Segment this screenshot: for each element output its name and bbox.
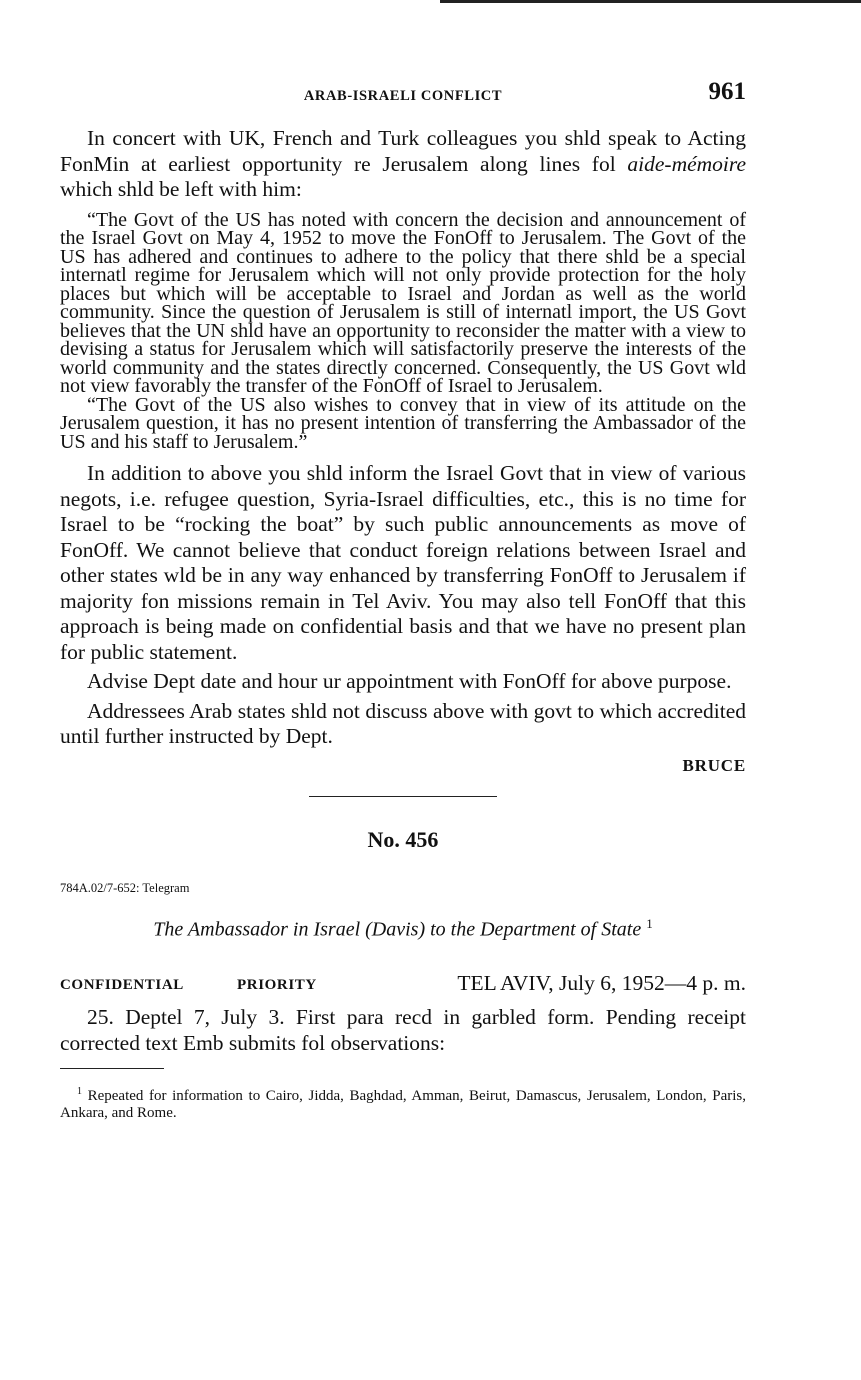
running-header xyxy=(60,78,746,112)
signature: BRUCE xyxy=(682,755,746,775)
document-page xyxy=(60,78,746,1122)
aide-memoire-quote xyxy=(60,208,746,453)
document-title-text: The Ambassador in Israel (Davis) to the Department of State xyxy=(153,918,642,941)
dateline: TEL AVIV, July 6, 1952—4 p. m. xyxy=(457,971,746,996)
footnote-number: 1 xyxy=(77,1086,82,1098)
top-edge-rule xyxy=(440,0,861,3)
document-number: No. 456 xyxy=(367,826,439,852)
footnote-text: Repeated for information to Cairo, Jidda, Baghdad, Amman, Beirut, Damascus, Jerusalem, London, Paris, Ankara, and Rome. xyxy=(60,1088,746,1122)
opening-paragraph xyxy=(60,126,746,203)
footnote xyxy=(60,1083,746,1122)
body-paragraph-addressees: Addressees Arab states shld not discuss above with govt to which accredited until further instructed by Dept. xyxy=(60,698,746,748)
page-number: 961 xyxy=(708,78,746,105)
classification-label: CONFIDENTIAL xyxy=(60,977,184,994)
opening-text-before: In concert with UK, French and Turk colleagues you shld speak to Acting FonMin at earliest opportunity re Jerusalem along lines fol xyxy=(60,126,746,176)
quote-paragraph-1: “The Govt of the US has noted with concern the decision and announcement of the Israel Govt on May 4, 1952 to move the FonOff to Jerusalem. The Govt of the US has adhered and continues to adhere to the policy that there shld be a special internatl regime for Jerusalem which will not only provide protection for the holy places but which will be acceptable to Israel and Jordan as well as the world community. Since the question of Jerusalem is still of internatl import, the US Govt believes that the UN shld have an opportunity to reconsider the matter with a view to devising a status for Jerusalem which will satisfactorily preserve the interests of the world community and the states directly concerned. Consequently, the US Govt wld not view favorably the transfer of the FonOff of Israel to Jerusalem. xyxy=(60,208,746,397)
priority-label: PRIORITY xyxy=(237,977,317,994)
quote-paragraph-2: “The Govt of the US also wishes to convey that in view of its attitude on the Jerusalem question, it has no present intention of transferring the Ambassador of the US and his staff to Jerusalem.” xyxy=(60,393,746,453)
telegram-body: 25. Deptel 7, July 3. First para recd in garbled form. Pending receipt corrected text Emb submits fol observations: xyxy=(60,1005,746,1055)
footnote-marker: 1 xyxy=(646,915,653,931)
running-title: ARAB-ISRAELI CONFLICT xyxy=(303,88,503,104)
body-paragraph-instructions: In addition to above you shld inform the Israel Govt that in view of various negots, i.e. refugee question, Syria-Israel difficulties, etc., this is no time for Israel to be “rocking the boat” by such public announcements as move of FonOff. We cannot believe that conduct foreign relations between Israel and other states wld be in any way enhanced by transferring FonOff to Jerusalem if majority fon missions remain in Tel Aviv. You may also tell FonOff that this approach is being made on confidential basis and that we have no present plan for public statement. xyxy=(60,461,746,664)
aide-memoire-term: aide-mémoire xyxy=(627,151,746,176)
footnote-rule xyxy=(60,1068,164,1069)
body-paragraph-advise: Advise Dept date and hour ur appointment with FonOff for above purpose. xyxy=(87,669,732,693)
document-title xyxy=(60,916,746,942)
section-separator xyxy=(309,796,497,797)
file-reference: 784A.02/7-652: Telegram xyxy=(60,880,190,895)
classification-line xyxy=(60,971,746,997)
opening-text-after: which shld be left with him: xyxy=(60,177,302,201)
